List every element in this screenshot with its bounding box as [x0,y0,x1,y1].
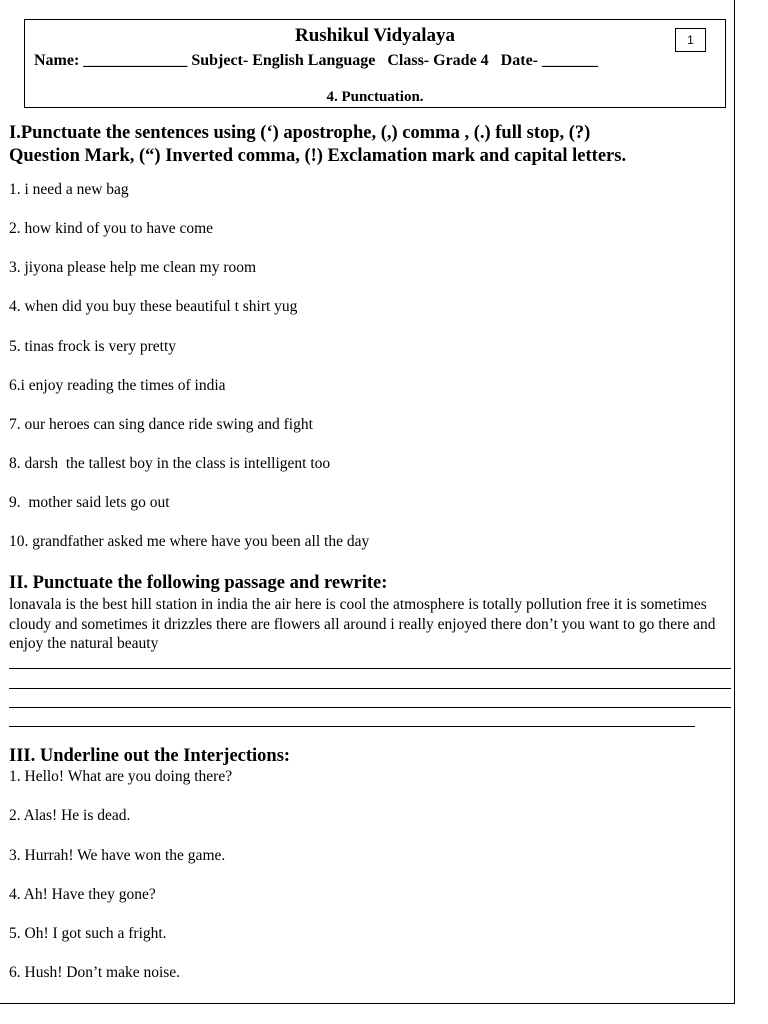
answer-line-2 [9,688,731,689]
answer-line-1 [9,668,731,669]
unpunctuated-passage: lonavala is the best hill station in india the air here is cool the atmosphere is totally pollution free it is sometimes cloudy and sometimes it drizzles there are flowers all around i really enjoyed there don’t you want to go there and enjoy the natural beauty [9,596,716,652]
punctuation-item-5: 5. tinas frock is very pretty [9,338,177,355]
punctuation-item-9: 9. mother said lets go out [9,494,170,511]
answer-line-4 [9,726,695,727]
interjection-item-1: 1. Hello! What are you doing there? [9,768,233,785]
section-2-heading: II. Punctuate the following passage and rewrite: [9,573,388,593]
punctuation-item-2: 2. how kind of you to have come [9,220,214,237]
student-info-line: Name: _____________ Subject- English Language Class- Grade 4 Date- _______ [34,52,598,69]
punctuation-item-1: 1. i need a new bag [9,181,129,198]
punctuation-item-8: 8. darsh the tallest boy in the class is intelligent too [9,455,331,472]
answer-line-3 [9,707,731,708]
interjection-item-2: 2. Alas! He is dead. [9,807,131,824]
section-1-heading-line-2: Question Mark, (“) Inverted comma, (!) Exclamation mark and capital letters. [9,146,627,166]
punctuation-item-6: 6.i enjoy reading the times of india [9,377,226,394]
chapter-title: 4. Punctuation. [326,89,424,105]
punctuation-item-10: 10. grandfather asked me where have you been all the day [9,533,370,550]
page-number-box: 1 [675,28,706,52]
worksheet-header [24,19,726,108]
section-3-heading: III. Underline out the Interjections: [9,746,291,766]
section-1-heading-line-1: I.Punctuate the sentences using (‘) apostrophe, (,) comma , (.) full stop, (?) [9,123,591,143]
interjection-item-4: 4. Ah! Have they gone? [9,886,156,903]
interjection-item-5: 5. Oh! I got such a fright. [9,925,167,942]
interjection-item-6: 6. Hush! Don’t make noise. [9,964,181,981]
interjection-item-3: 3. Hurrah! We have won the game. [9,847,226,864]
school-name: Rushikul Vidyalaya [295,25,455,46]
punctuation-item-4: 4. when did you buy these beautiful t shirt yug [9,298,298,315]
punctuation-item-7: 7. our heroes can sing dance ride swing and fight [9,416,313,433]
punctuation-item-3: 3. jiyona please help me clean my room [9,259,257,276]
